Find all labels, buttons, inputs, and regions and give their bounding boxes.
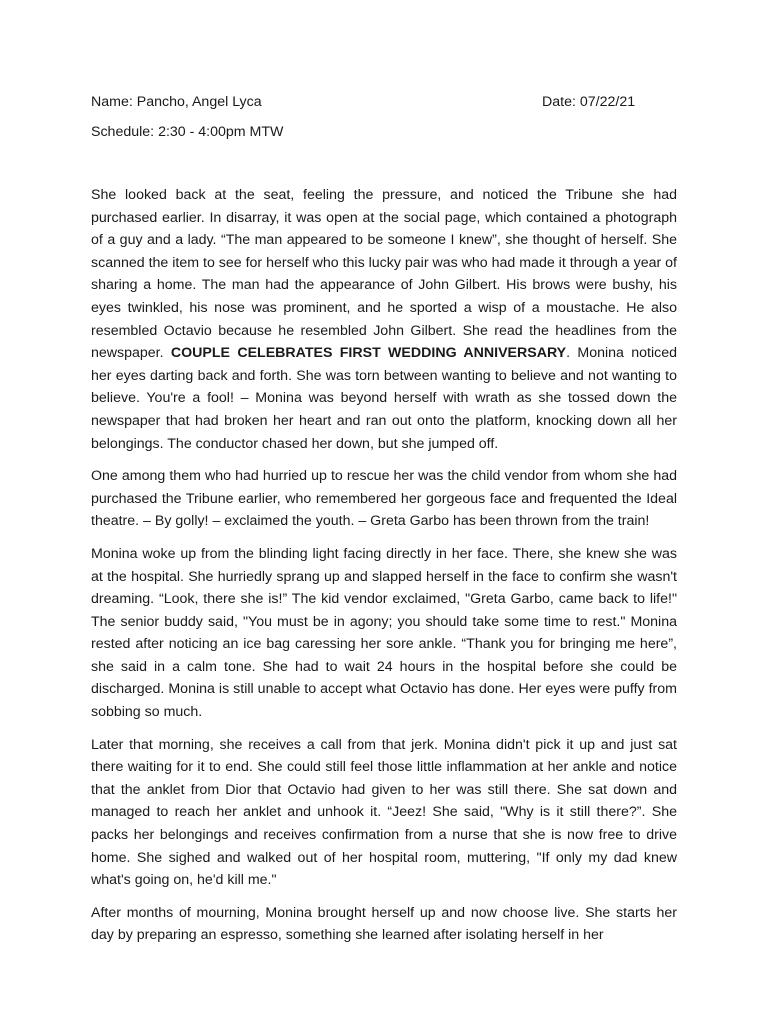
essay-body (91, 184, 677, 957)
newspaper-headline: COUPLE CELEBRATES FIRST WEDDING ANNIVERSARY (170, 345, 567, 362)
paragraph-5: After months of mourning, Monina brought herself up and now choose live. She starts her day by preparing an espresso, something she learned after isolating herself in her (91, 904, 677, 944)
student-name: Pancho, Angel Lyca (136, 94, 262, 110)
paragraph-1 (91, 184, 677, 455)
paragraph-1-text-b: . Monina noticed her eyes darting back and forth. She was torn between wanting to believe and not wanting to believe. You're a fool! – Monina was beyond herself with wrath as she tossed down the newspaper that had broken her heart and ran out onto the platform, knocking down all her belongings. The conductor chased her down, but she jumped off. (91, 345, 677, 452)
paragraph-2: One among them who had hurried up to rescue her was the child vendor from whom she had purchased the Tribune earlier, who remembered her gorgeous face and frequented the Ideal theatre. – By golly! – exclaimed the youth. – Greta Garbo has been thrown from the train! (91, 468, 677, 530)
schedule-label: Schedule: (91, 124, 155, 140)
date-line (542, 94, 635, 111)
student-name-line (91, 94, 262, 111)
paragraph-3: Monina woke up from the blinding light facing directly in her face. There, she knew she was at the hospital. She hurriedly sprang up and slapped herself in the face to confirm she wasn't dreaming. “Look, there she is!” The kid vendor exclaimed, "Greta Garbo, came back to life!" The senior buddy said, "You must be in agony; you should take some time to rest." Monina rested after noticing an ice bag caressing her sore ankle. “Thank you for bringing me here”, she said in a calm tone. She had to wait 24 hours in the hospital before she could be discharged. Monina is still unable to accept what Octavio has done. Her eyes were puffy from sobbing so much. (91, 545, 677, 721)
name-label: Name: (91, 94, 133, 110)
paragraph-1-text-a: She looked back at the seat, feeling the pressure, and noticed the Tribune she had purchased earlier. In disarray, it was open at the social page, which contained a photograph of a guy and a lady. “The man appeared to be someone I knew”, she thought of herself. She scanned the item to see for herself who this lucky pair was who had made it through a year of sharing a home. The man had the appearance of John Gilbert. His brows were bushy, his eyes twinkled, his nose was prominent, and he sported a wisp of a moustache. He also resembled Octavio because he resembled John Gilbert. She read the headlines from the newspaper. (91, 187, 677, 362)
schedule-value: 2:30 - 4:00pm MTW (158, 124, 284, 140)
date-label: Date: (542, 94, 576, 110)
paragraph-4: Later that morning, she receives a call from that jerk. Monina didn't pick it up and just sat there waiting for it to end. She could still feel those little inflammation at her ankle and notice that the anklet from Dior that Octavio had given to her was still there. She sat down and managed to reach her anklet and unhook it. “Jeez! She said, "Why is it still there?”. She packs her belongings and receives confirmation from a nurse that she is now free to drive home. She sighed and walked out of her hospital room, muttering, "If only my dad knew what's going on, he'd kill me." (91, 736, 677, 889)
date-value: 07/22/21 (579, 94, 636, 110)
schedule-line (91, 124, 283, 141)
